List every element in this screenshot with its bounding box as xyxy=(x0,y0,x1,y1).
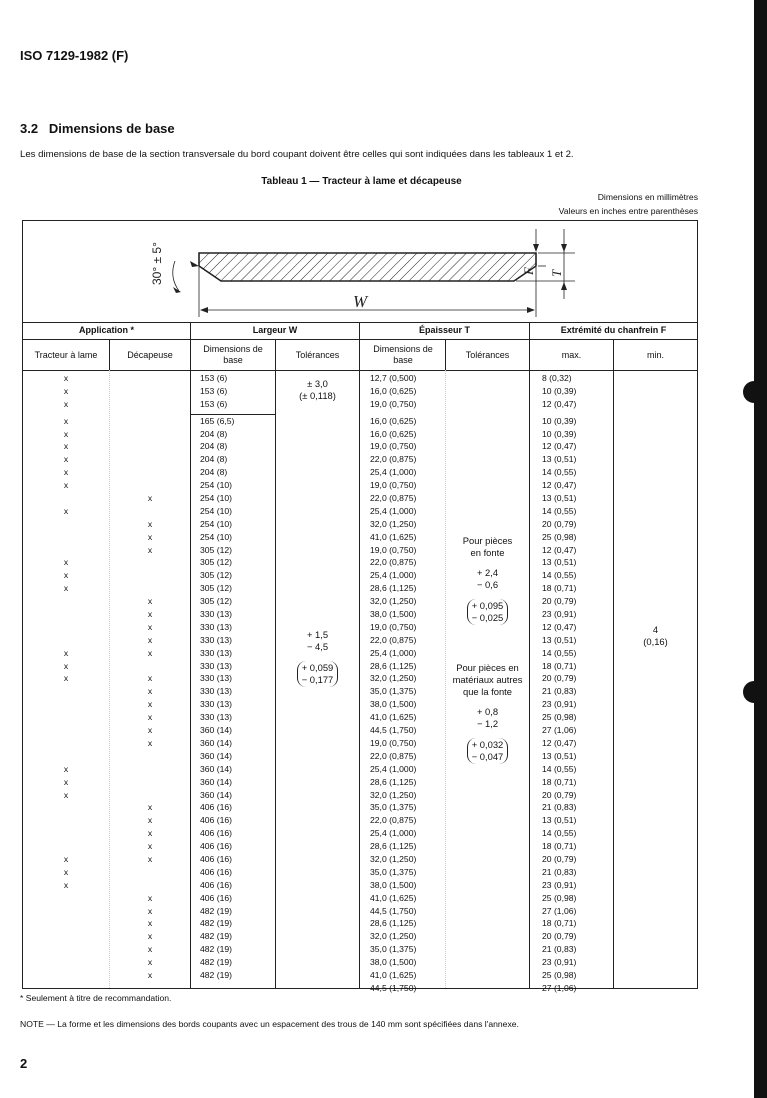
tracteur-cell: x xyxy=(63,776,69,787)
largeur-cell: 305 (12) xyxy=(200,544,233,555)
tracteur-cell xyxy=(23,621,109,634)
chanfrein_max-cell: 20 (0,79) xyxy=(542,596,577,607)
epaisseur-cell: 38,0 (1,500) xyxy=(370,957,417,968)
epaisseur-cell: 25,4 (1,000) xyxy=(370,828,417,839)
subheader-dim-base-t: Dimensions de base xyxy=(373,344,433,365)
tracteur-cell: x xyxy=(63,385,69,396)
largeur-cell: 204 (8) xyxy=(200,454,228,465)
epaisseur-cell: 19,0 (0,750) xyxy=(370,398,417,409)
group-largeur: Largeur W xyxy=(252,325,298,335)
largeur-cell: 204 (8) xyxy=(200,441,228,452)
cross-section-figure xyxy=(23,221,697,321)
largeur-cell: 360 (14) xyxy=(200,763,233,774)
decapeuse-cell xyxy=(110,453,190,466)
tracteur-cell xyxy=(23,492,109,505)
chanfrein_max-cell: 27 (1,06) xyxy=(542,905,577,916)
largeur-cell: 305 (12) xyxy=(200,596,233,607)
decapeuse-cell: x xyxy=(147,699,153,710)
decapeuse-cell: x xyxy=(147,944,153,955)
decapeuse-cell xyxy=(110,466,190,479)
tracteur-cell: x xyxy=(63,505,69,516)
rule-subheaders xyxy=(23,370,697,371)
epaisseur-cell: 44,5 (1,750) xyxy=(370,905,417,916)
largeur-cell: 406 (16) xyxy=(200,879,233,890)
chanfrein-min-value: 4 (0,16) xyxy=(643,624,668,647)
tracteur-cell: x xyxy=(63,428,69,439)
tracteur-cell: x xyxy=(63,660,69,671)
largeur-cell: 482 (19) xyxy=(200,957,233,968)
column-decapeuse xyxy=(110,372,190,982)
label-t: T xyxy=(549,269,564,277)
largeur-cell: 330 (13) xyxy=(200,673,233,684)
chanfrein_max-cell: 14 (0,55) xyxy=(542,467,577,478)
tol-width-inch-paren: + 0,059 − 0,177 xyxy=(297,661,339,687)
epaisseur-cell: 22,0 (0,875) xyxy=(370,454,417,465)
largeur-cell: 165 (6,5) xyxy=(200,415,235,426)
tracteur-cell: x xyxy=(63,373,69,383)
blade-section xyxy=(199,253,536,281)
tracteur-cell xyxy=(23,685,109,698)
decapeuse-cell: x xyxy=(147,686,153,697)
largeur-cell: 360 (14) xyxy=(200,789,233,800)
tracteur-cell: x xyxy=(63,673,69,684)
rule-groups xyxy=(23,339,697,340)
dimensions-table xyxy=(22,220,698,993)
units-note: Dimensions en millimètres xyxy=(597,192,698,202)
note: NOTE — La forme et les dimensions des bords coupants avec un espacement des trous de 140 mm sont spécifiées dans l'annexe. xyxy=(20,1019,519,1029)
decapeuse-cell: x xyxy=(147,544,153,555)
largeur-cell: 406 (16) xyxy=(200,815,233,826)
largeur-cell: 482 (19) xyxy=(200,969,233,980)
epaisseur-cell: 22,0 (0,875) xyxy=(370,815,417,826)
decapeuse-cell: x xyxy=(147,802,153,813)
epaisseur-cell: 25,4 (1,000) xyxy=(370,467,417,478)
decapeuse-cell: x xyxy=(147,647,153,658)
col-divider xyxy=(190,322,191,988)
subheader-tracteur: Tracteur à lame xyxy=(34,350,98,360)
col-divider xyxy=(529,322,530,988)
subheader-min: min. xyxy=(646,350,664,360)
epaisseur-cell: 22,0 (0,875) xyxy=(370,557,417,568)
column-chanfrein-max xyxy=(542,372,612,995)
group-epaisseur: Épaisseur T xyxy=(418,325,471,335)
table-caption: Tableau 1 — Tracteur à lame et décapeuse xyxy=(261,176,462,187)
chanfrein_max-cell: 14 (0,55) xyxy=(542,763,577,774)
tol-thick-cast: Pour pièces en fonte + 2,4 − 0,6 + 0,095 − 0,025 xyxy=(462,535,513,623)
chanfrein_max-cell: 18 (0,71) xyxy=(542,583,577,594)
largeur-cell: 406 (16) xyxy=(200,892,233,903)
decapeuse-cell: x xyxy=(147,634,153,645)
epaisseur-cell: 16,0 (0,625) xyxy=(370,385,417,396)
col-divider xyxy=(359,322,360,988)
epaisseur-cell: 22,0 (0,875) xyxy=(370,634,417,645)
decapeuse-cell xyxy=(110,385,190,398)
largeur-cell: 330 (13) xyxy=(200,647,233,658)
tracteur-cell xyxy=(23,917,109,930)
decapeuse-cell xyxy=(110,415,190,428)
largeur-cell: 254 (10) xyxy=(200,531,233,542)
f-arrow-top xyxy=(533,244,539,252)
epaisseur-cell: 44,5 (1,750) xyxy=(370,982,417,993)
decapeuse-cell: x xyxy=(147,918,153,929)
chanfrein_max-cell: 23 (0,91) xyxy=(542,879,577,890)
largeur-cell: 254 (10) xyxy=(200,518,233,529)
tracteur-cell: x xyxy=(63,763,69,774)
tracteur-cell xyxy=(23,892,109,905)
decapeuse-cell xyxy=(110,660,190,673)
largeur-cell: 153 (6) xyxy=(200,398,228,409)
epaisseur-cell: 22,0 (0,875) xyxy=(370,493,417,504)
largeur-cell: 254 (10) xyxy=(200,505,233,516)
largeur-cell: 406 (16) xyxy=(200,853,233,864)
epaisseur-cell: 38,0 (1,500) xyxy=(370,879,417,890)
tracteur-cell: x xyxy=(63,454,69,465)
section-heading xyxy=(20,121,175,136)
subheader-decapeuse: Décapeuse xyxy=(127,350,173,360)
epaisseur-cell: 19,0 (0,750) xyxy=(370,544,417,555)
chanfrein_max-cell: 12 (0,47) xyxy=(542,441,577,452)
largeur-cell: 406 (16) xyxy=(200,828,233,839)
largeur-cell: 360 (14) xyxy=(200,737,233,748)
tracteur-cell xyxy=(23,969,109,982)
page-number: 2 xyxy=(20,1056,28,1071)
tracteur-cell: x xyxy=(63,467,69,478)
chanfrein_max-cell: 8 (0,32) xyxy=(542,373,572,383)
section-number: 3.2 xyxy=(20,121,39,136)
largeur-cell: 254 (10) xyxy=(200,493,233,504)
epaisseur-cell: 41,0 (1,625) xyxy=(370,531,417,542)
chanfrein_max-cell: 20 (0,79) xyxy=(542,673,577,684)
decapeuse-cell: x xyxy=(147,841,153,852)
decapeuse-cell: x xyxy=(147,931,153,942)
chanfrein_max-cell: 23 (0,91) xyxy=(542,609,577,620)
epaisseur-cell: 16,0 (0,625) xyxy=(370,428,417,439)
chanfrein_max-cell: 18 (0,71) xyxy=(542,841,577,852)
decapeuse-cell xyxy=(110,776,190,789)
section-intro: Les dimensions de base de la section transversale du bord coupant doivent être celles qui sont indiquées dans les tableaux 1 et 2. xyxy=(20,149,574,160)
tracteur-cell: x xyxy=(63,570,69,581)
decapeuse-cell: x xyxy=(147,905,153,916)
group-extremite: Extrémité du chanfrein F xyxy=(560,325,667,335)
label-angle: 30° ± 5° xyxy=(150,242,164,285)
epaisseur-cell: 41,0 (1,625) xyxy=(370,712,417,723)
tracteur-cell xyxy=(23,956,109,969)
chanfrein_max-cell: 27 (1,06) xyxy=(542,982,577,993)
tracteur-cell xyxy=(23,750,109,763)
subheader-tol-w: Tolérances xyxy=(295,350,340,360)
largeur-cell: 305 (12) xyxy=(200,583,233,594)
subheader-max: max. xyxy=(561,350,582,360)
decapeuse-cell xyxy=(110,372,190,385)
t-arrow-bottom xyxy=(561,282,567,290)
chanfrein_max-cell: 14 (0,55) xyxy=(542,647,577,658)
epaisseur-cell: 19,0 (0,750) xyxy=(370,480,417,491)
largeur-cell: 254 (10) xyxy=(200,480,233,491)
tracteur-cell: x xyxy=(63,853,69,864)
tracteur-cell: x xyxy=(63,441,69,452)
tracteur-cell xyxy=(23,840,109,853)
largeur-cell: 360 (14) xyxy=(200,725,233,736)
chanfrein_max-cell: 13 (0,51) xyxy=(542,557,577,568)
units-note-inches: Valeurs en inches entre parenthèses xyxy=(558,206,698,216)
decapeuse-cell: x xyxy=(147,969,153,980)
epaisseur-cell: 25,4 (1,000) xyxy=(370,647,417,658)
chanfrein_max-cell: 12 (0,47) xyxy=(542,398,577,409)
decapeuse-cell xyxy=(110,398,190,411)
epaisseur-cell: 19,0 (0,750) xyxy=(370,621,417,632)
decapeuse-cell: x xyxy=(147,815,153,826)
tol-thick-cast-paren: + 0,095 − 0,025 xyxy=(467,599,509,625)
tol-width-group-2: + 1,5 − 4,5 + 0,059 − 0,177 xyxy=(276,629,359,687)
chanfrein_max-cell: 20 (0,79) xyxy=(542,518,577,529)
column-largeur xyxy=(200,372,274,982)
decapeuse-cell: x xyxy=(147,957,153,968)
chanfrein_max-cell: 25 (0,98) xyxy=(542,531,577,542)
tracteur-cell xyxy=(23,724,109,737)
subheader-dim-base-w: Dimensions de base xyxy=(203,344,263,365)
chanfrein_max-cell: 14 (0,55) xyxy=(542,505,577,516)
tracteur-cell: x xyxy=(63,480,69,491)
chanfrein_max-cell: 12 (0,47) xyxy=(542,621,577,632)
column-tracteur xyxy=(23,372,109,982)
decapeuse-cell xyxy=(110,440,190,453)
largeur-cell: 406 (16) xyxy=(200,841,233,852)
epaisseur-cell: 41,0 (1,625) xyxy=(370,969,417,980)
angle-arc xyxy=(173,261,179,291)
chanfrein_max-cell: 20 (0,79) xyxy=(542,853,577,864)
tracteur-cell xyxy=(23,518,109,531)
decapeuse-cell: x xyxy=(147,518,153,529)
chanfrein_max-cell: 21 (0,83) xyxy=(542,686,577,697)
largeur-cell: 482 (19) xyxy=(200,931,233,942)
epaisseur-cell: 32,0 (1,250) xyxy=(370,789,417,800)
chanfrein_max-cell: 18 (0,71) xyxy=(542,918,577,929)
tracteur-cell: x xyxy=(63,879,69,890)
epaisseur-cell: 25,4 (1,000) xyxy=(370,570,417,581)
largeur-cell: 330 (13) xyxy=(200,609,233,620)
tracteur-cell xyxy=(23,711,109,724)
chanfrein_max-cell: 10 (0,39) xyxy=(542,428,577,439)
decapeuse-cell xyxy=(110,479,190,492)
chanfrein_max-cell: 21 (0,83) xyxy=(542,866,577,877)
decapeuse-cell: x xyxy=(147,828,153,839)
tracteur-cell xyxy=(23,737,109,750)
chanfrein_max-cell: 20 (0,79) xyxy=(542,789,577,800)
epaisseur-cell: 28,6 (1,125) xyxy=(370,841,417,852)
chanfrein_max-cell: 13 (0,51) xyxy=(542,634,577,645)
tracteur-cell: x xyxy=(63,415,69,426)
tracteur-cell: x xyxy=(63,557,69,568)
epaisseur-cell: 19,0 (0,750) xyxy=(370,441,417,452)
chanfrein_max-cell: 23 (0,91) xyxy=(542,699,577,710)
tracteur-cell xyxy=(23,595,109,608)
tracteur-cell: x xyxy=(63,789,69,800)
label-w: W xyxy=(353,292,368,311)
angle-arrow-top xyxy=(190,261,199,267)
largeur-cell: 153 (6) xyxy=(200,385,228,396)
chanfrein_max-cell: 13 (0,51) xyxy=(542,750,577,761)
rule-figure xyxy=(23,322,697,323)
epaisseur-cell: 32,0 (1,250) xyxy=(370,931,417,942)
epaisseur-cell: 35,0 (1,375) xyxy=(370,686,417,697)
w-arrow-right xyxy=(527,307,535,313)
scan-edge xyxy=(754,0,767,1098)
epaisseur-cell: 44,5 (1,750) xyxy=(370,725,417,736)
largeur-cell: 330 (13) xyxy=(200,712,233,723)
decapeuse-cell: x xyxy=(147,725,153,736)
chanfrein_max-cell: 13 (0,51) xyxy=(542,493,577,504)
w-arrow-left xyxy=(200,307,208,313)
tracteur-cell: x xyxy=(63,647,69,658)
epaisseur-cell: 25,4 (1,000) xyxy=(370,505,417,516)
tracteur-cell xyxy=(23,943,109,956)
chanfrein_max-cell: 10 (0,39) xyxy=(542,385,577,396)
epaisseur-cell: 16,0 (0,625) xyxy=(370,415,417,426)
largeur-cell: 204 (8) xyxy=(200,467,228,478)
tracteur-cell xyxy=(23,814,109,827)
tracteur-cell xyxy=(23,905,109,918)
chanfrein_max-cell: 25 (0,98) xyxy=(542,712,577,723)
epaisseur-cell: 32,0 (1,250) xyxy=(370,518,417,529)
epaisseur-cell: 38,0 (1,500) xyxy=(370,699,417,710)
largeur-cell: 482 (19) xyxy=(200,944,233,955)
chanfrein_max-cell: 25 (0,98) xyxy=(542,969,577,980)
largeur-cell: 360 (14) xyxy=(200,750,233,761)
decapeuse-cell: x xyxy=(147,737,153,748)
chanfrein_max-cell: 14 (0,55) xyxy=(542,828,577,839)
decapeuse-cell xyxy=(110,428,190,441)
chanfrein_max-cell: 25 (0,98) xyxy=(542,892,577,903)
chanfrein_max-cell: 21 (0,83) xyxy=(542,802,577,813)
epaisseur-cell: 28,6 (1,125) xyxy=(370,918,417,929)
largeur-cell: 406 (16) xyxy=(200,802,233,813)
tracteur-cell: x xyxy=(63,398,69,409)
epaisseur-cell: 28,6 (1,125) xyxy=(370,776,417,787)
tracteur-cell: x xyxy=(63,583,69,594)
decapeuse-cell: x xyxy=(147,673,153,684)
decapeuse-cell xyxy=(110,789,190,802)
decapeuse-cell: x xyxy=(147,493,153,504)
tol-thick-other: Pour pièces en matériaux autres que la fonte + 0,8 − 1,2 + 0,032 − 0,047 xyxy=(452,662,523,762)
epaisseur-cell: 12,7 (0,500) xyxy=(370,373,417,383)
epaisseur-cell: 35,0 (1,375) xyxy=(370,802,417,813)
chanfrein_max-cell: 12 (0,47) xyxy=(542,737,577,748)
decapeuse-cell xyxy=(110,750,190,763)
largeur-cell: 305 (12) xyxy=(200,557,233,568)
col-divider xyxy=(613,370,614,988)
largeur-cell: 204 (8) xyxy=(200,428,228,439)
subheader-tol-t: Tolérances xyxy=(465,350,510,360)
decapeuse-cell: x xyxy=(147,892,153,903)
largeur-cell: 330 (13) xyxy=(200,634,233,645)
epaisseur-cell: 32,0 (1,250) xyxy=(370,596,417,607)
chanfrein_max-cell: 12 (0,47) xyxy=(542,544,577,555)
tracteur-cell xyxy=(23,930,109,943)
document-header: ISO 7129-1982 (F) xyxy=(20,48,129,63)
chanfrein_max-cell: 18 (0,71) xyxy=(542,660,577,671)
epaisseur-cell: 38,0 (1,500) xyxy=(370,609,417,620)
decapeuse-cell xyxy=(110,866,190,879)
largeur-cell: 305 (12) xyxy=(200,570,233,581)
chanfrein_max-cell: 21 (0,83) xyxy=(542,944,577,955)
chanfrein_max-cell: 13 (0,51) xyxy=(542,815,577,826)
largeur-cell: 330 (13) xyxy=(200,686,233,697)
decapeuse-cell xyxy=(110,556,190,569)
largeur-cell: 153 (6) xyxy=(200,373,228,383)
chanfrein_max-cell: 27 (1,06) xyxy=(542,725,577,736)
chanfrein_max-cell: 10 (0,39) xyxy=(542,415,577,426)
decapeuse-cell xyxy=(110,879,190,892)
chanfrein_max-cell: 13 (0,51) xyxy=(542,454,577,465)
epaisseur-cell: 28,6 (1,125) xyxy=(370,583,417,594)
largeur-cell: 482 (19) xyxy=(200,905,233,916)
chanfrein_max-cell: 18 (0,71) xyxy=(542,776,577,787)
largeur-cell: 482 (19) xyxy=(200,918,233,929)
tracteur-cell xyxy=(23,608,109,621)
decapeuse-cell xyxy=(110,582,190,595)
epaisseur-cell: 32,0 (1,250) xyxy=(370,673,417,684)
decapeuse-cell: x xyxy=(147,531,153,542)
largeur-cell: 330 (13) xyxy=(200,621,233,632)
t-arrow-top xyxy=(561,244,567,252)
tracteur-cell xyxy=(23,544,109,557)
section-title: Dimensions de base xyxy=(48,121,175,136)
footnote: * Seulement à titre de recommandation. xyxy=(20,993,172,1003)
tracteur-cell xyxy=(23,531,109,544)
tol-width-group-1: ± 3,0 (± 0,118) xyxy=(299,378,336,401)
decapeuse-cell xyxy=(110,569,190,582)
epaisseur-cell: 19,0 (0,750) xyxy=(370,737,417,748)
tol-thick-other-paren: + 0,032 − 0,047 xyxy=(467,738,509,764)
epaisseur-cell: 41,0 (1,625) xyxy=(370,892,417,903)
column-epaisseur xyxy=(370,372,444,995)
chanfrein_max-cell: 14 (0,55) xyxy=(542,570,577,581)
epaisseur-cell: 35,0 (1,375) xyxy=(370,866,417,877)
largeur-cell: 406 (16) xyxy=(200,866,233,877)
tracteur-cell xyxy=(23,827,109,840)
tracteur-cell xyxy=(23,698,109,711)
largeur-cell: 330 (13) xyxy=(200,699,233,710)
decapeuse-cell xyxy=(110,505,190,518)
decapeuse-cell: x xyxy=(147,596,153,607)
largeur-cell: 330 (13) xyxy=(200,660,233,671)
tracteur-cell xyxy=(23,634,109,647)
epaisseur-cell: 32,0 (1,250) xyxy=(370,853,417,864)
epaisseur-cell: 28,6 (1,125) xyxy=(370,660,417,671)
group-application: Application * xyxy=(78,325,134,335)
decapeuse-cell: x xyxy=(147,621,153,632)
epaisseur-cell: 35,0 (1,375) xyxy=(370,944,417,955)
label-f: F xyxy=(521,267,536,275)
decapeuse-cell: x xyxy=(147,853,153,864)
decapeuse-cell: x xyxy=(147,609,153,620)
chanfrein_max-cell: 20 (0,79) xyxy=(542,931,577,942)
chanfrein_max-cell: 23 (0,91) xyxy=(542,957,577,968)
decapeuse-cell: x xyxy=(147,712,153,723)
chanfrein_max-cell: 12 (0,47) xyxy=(542,480,577,491)
decapeuse-cell xyxy=(110,763,190,776)
largeur-cell: 360 (14) xyxy=(200,776,233,787)
epaisseur-cell: 25,4 (1,000) xyxy=(370,763,417,774)
tracteur-cell: x xyxy=(63,866,69,877)
tracteur-cell xyxy=(23,801,109,814)
epaisseur-cell: 22,0 (0,875) xyxy=(370,750,417,761)
